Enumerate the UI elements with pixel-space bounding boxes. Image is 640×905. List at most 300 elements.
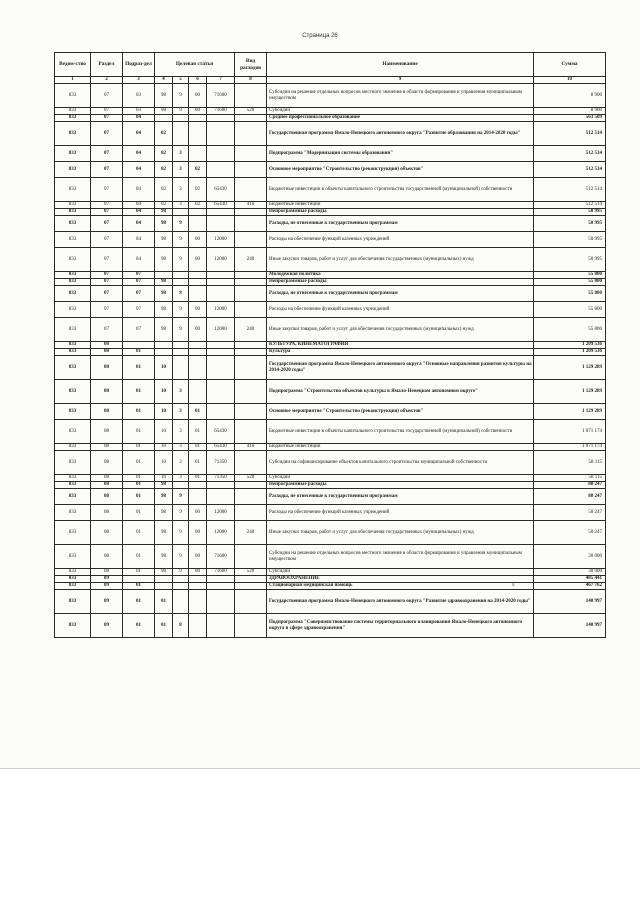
header-razdel: Раздел: [91, 53, 123, 77]
cell-name: Расходы, не отнесенные к государственным программам: [267, 286, 534, 302]
cell-expense-type: [235, 286, 267, 302]
cell-ved: 833: [55, 444, 91, 451]
cell-expense-type: 520: [235, 108, 267, 115]
cell-podrazdel: 01: [123, 404, 155, 420]
cell-razdel: 07: [91, 272, 123, 279]
table-row: [55, 146, 606, 162]
table-row: [55, 380, 606, 404]
cell-sum: 1 129 289: [534, 356, 606, 380]
cell-podrazdel: 01: [123, 521, 155, 545]
cell-cs-subprogram: 3: [173, 475, 189, 482]
cell-name: КУЛЬТУРА, КИНЕМАТОГРАФИЯ: [267, 342, 534, 349]
cell-ved: 833: [55, 576, 91, 583]
cell-cs-event: [189, 482, 207, 489]
cell-podrazdel: 04: [123, 162, 155, 178]
cell-ved: 833: [55, 84, 91, 108]
cell-name: Непрограммные расходы: [267, 482, 534, 489]
cell-podrazdel: 07: [123, 318, 155, 342]
cell-razdel: 07: [91, 286, 123, 302]
cell-cs-event: 01: [189, 404, 207, 420]
cell-sum: 1 071 174: [534, 444, 606, 451]
cell-cs-program: 02: [155, 146, 173, 162]
cell-sum: 1 129 289: [534, 404, 606, 420]
col-num: 1: [55, 77, 91, 84]
cell-cs-direction: 71600: [207, 545, 235, 569]
cell-cs-event: 00: [189, 521, 207, 545]
cell-cs-program: 98: [155, 569, 173, 576]
cell-cs-subprogram: 9: [173, 489, 189, 505]
cell-sum: 512 514: [534, 122, 606, 146]
cell-ved: 833: [55, 451, 91, 475]
cell-name: Бюджетные инвестиции в объекты капитального строительства государственной (муниципальной) собственности: [267, 178, 534, 202]
cell-cs-program: 02: [155, 178, 173, 202]
cell-podrazdel: 01: [123, 444, 155, 451]
cell-cs-event: 00: [189, 232, 207, 248]
table-row: [55, 349, 606, 356]
col-num: 3: [123, 77, 155, 84]
cell-expense-type: [235, 232, 267, 248]
cell-podrazdel: 04: [123, 216, 155, 232]
cell-name: Среднее профессиональное образование: [267, 115, 534, 122]
table-row: [55, 482, 606, 489]
cell-cs-direction: 12000: [207, 318, 235, 342]
cell-cs-subprogram: 3: [173, 202, 189, 209]
cell-ved: 833: [55, 232, 91, 248]
cell-cs-subprogram: 3: [173, 420, 189, 444]
cell-name: Культура: [267, 349, 534, 356]
cell-name: Бюджетные инвестиции: [267, 202, 534, 209]
col-num: 6: [189, 77, 207, 84]
cell-name: Субсидии: [267, 569, 534, 576]
cell-expense-type: 240: [235, 318, 267, 342]
cell-name: Молодежная политика: [267, 272, 534, 279]
cell-sum: 30 000: [534, 545, 606, 569]
cell-cs-direction: [207, 342, 235, 349]
cell-cs-subprogram: 9: [173, 505, 189, 521]
cell-name: Стационарная медицинская помощь: [267, 583, 534, 590]
cell-razdel: 07: [91, 122, 123, 146]
cell-expense-type: [235, 272, 267, 279]
cell-ved: 833: [55, 420, 91, 444]
cell-cs-direction: 65430: [207, 420, 235, 444]
cell-sum: 55 800: [534, 279, 606, 286]
cell-cs-event: [189, 489, 207, 505]
cell-cs-program: [155, 342, 173, 349]
table-row: [55, 420, 606, 444]
cell-name: Расходы, не отнесенные к государственным программам: [267, 216, 534, 232]
cell-cs-direction: [207, 216, 235, 232]
cell-name: Субсидии: [267, 108, 534, 115]
cell-razdel: 07: [91, 115, 123, 122]
cell-name: Расходы на обеспечение функций казенных учреждений: [267, 232, 534, 248]
cell-name: Субсидии на софинансирование объектов капитального строительства муниципальной собственности: [267, 451, 534, 475]
cell-podrazdel: 03: [123, 108, 155, 115]
cell-cs-subprogram: [173, 209, 189, 216]
table-row: [55, 451, 606, 475]
cell-razdel: 08: [91, 521, 123, 545]
cell-ved: 833: [55, 475, 91, 482]
cell-podrazdel: 01: [123, 489, 155, 505]
table-row: [55, 202, 606, 209]
cell-cs-program: 01: [155, 614, 173, 638]
cell-cs-direction: [207, 286, 235, 302]
header-sum: Сумма: [534, 53, 606, 77]
cell-sum: 1 209 536: [534, 349, 606, 356]
cell-cs-subprogram: 9: [173, 302, 189, 318]
cell-razdel: 08: [91, 482, 123, 489]
cell-razdel: 07: [91, 216, 123, 232]
cell-cs-program: [155, 272, 173, 279]
cell-cs-event: [189, 272, 207, 279]
cell-cs-event: 00: [189, 545, 207, 569]
cell-expense-type: [235, 356, 267, 380]
cell-podrazdel: 04: [123, 248, 155, 272]
cell-cs-direction: [207, 349, 235, 356]
table-row: [55, 286, 606, 302]
cell-cs-direction: [207, 404, 235, 420]
cell-cs-direction: 71350: [207, 451, 235, 475]
cell-name: Иные закупки товаров, работ и услуг для обеспечения государственных (муниципальных) нужд: [267, 318, 534, 342]
cell-cs-direction: 65430: [207, 178, 235, 202]
cell-cs-event: 00: [189, 318, 207, 342]
cell-cs-program: 98: [155, 216, 173, 232]
cell-razdel: 07: [91, 232, 123, 248]
header-ved: Ведом-ство: [55, 53, 91, 77]
cell-cs-event: [189, 122, 207, 146]
cell-sum: 512 514: [534, 146, 606, 162]
cell-expense-type: [235, 115, 267, 122]
col-num: 9: [267, 77, 534, 84]
cell-cs-direction: 71600: [207, 569, 235, 576]
cell-sum: 80 247: [534, 482, 606, 489]
cell-cs-direction: 71350: [207, 475, 235, 482]
cell-razdel: 08: [91, 489, 123, 505]
cell-cs-program: 02: [155, 122, 173, 146]
cell-ved: 833: [55, 115, 91, 122]
cell-cs-event: [189, 349, 207, 356]
cell-cs-event: [189, 342, 207, 349]
cell-cs-direction: [207, 482, 235, 489]
table-row: [55, 489, 606, 505]
cell-expense-type: [235, 590, 267, 614]
cell-name: Расходы, не отнесенные к государственным программам: [267, 489, 534, 505]
cell-podrazdel: 01: [123, 590, 155, 614]
cell-name: Основное мероприятие "Строительство (реконструкция) объектов": [267, 162, 534, 178]
cell-cs-subprogram: 8: [173, 614, 189, 638]
cell-razdel: 09: [91, 590, 123, 614]
cell-podrazdel: 07: [123, 302, 155, 318]
table-row: [55, 162, 606, 178]
cell-razdel: 07: [91, 146, 123, 162]
cell-expense-type: [235, 545, 267, 569]
cell-name: Иные закупки товаров, работ и услуг для обеспечения государственных (муниципальных) нужд: [267, 521, 534, 545]
cell-cs-subprogram: 3: [173, 404, 189, 420]
cell-cs-event: 02: [189, 178, 207, 202]
cell-sum: 58 115: [534, 451, 606, 475]
cell-podrazdel: 01: [123, 569, 155, 576]
cell-cs-event: [189, 614, 207, 638]
table-row: [55, 614, 606, 638]
cell-name: Подпрограмма "Совершенствование системы территориального планирования Ямало-Ненецкого автономного округа в сфере здравоохранения": [267, 614, 534, 638]
cell-podrazdel: 01: [123, 482, 155, 489]
cell-cs-event: [189, 209, 207, 216]
cell-podrazdel: 01: [123, 475, 155, 482]
cell-cs-subprogram: 9: [173, 569, 189, 576]
cell-expense-type: [235, 489, 267, 505]
cell-ved: 833: [55, 279, 91, 286]
cell-sum: 55 800: [534, 272, 606, 279]
cell-cs-subprogram: [173, 272, 189, 279]
table-row: [55, 545, 606, 569]
cell-razdel: 07: [91, 318, 123, 342]
cell-podrazdel: 01: [123, 505, 155, 521]
cell-expense-type: [235, 420, 267, 444]
cell-ved: 833: [55, 342, 91, 349]
cell-razdel: 08: [91, 404, 123, 420]
cell-cs-event: 00: [189, 569, 207, 576]
stray-mark: ч: [512, 583, 515, 588]
cell-cs-direction: [207, 576, 235, 583]
cell-cs-subprogram: [173, 576, 189, 583]
cell-cs-subprogram: 9: [173, 248, 189, 272]
table-row: [55, 232, 606, 248]
cell-cs-program: 98: [155, 209, 173, 216]
cell-expense-type: 240: [235, 248, 267, 272]
cell-cs-program: 98: [155, 505, 173, 521]
cell-sum: 50 995: [534, 216, 606, 232]
cell-cs-subprogram: 3: [173, 178, 189, 202]
cell-podrazdel: 04: [123, 178, 155, 202]
cell-cs-event: [189, 576, 207, 583]
cell-cs-direction: 71600: [207, 108, 235, 115]
table-row: [55, 505, 606, 521]
cell-cs-event: 00: [189, 248, 207, 272]
cell-podrazdel: 01: [123, 451, 155, 475]
cell-cs-program: 01: [155, 590, 173, 614]
table-row: [55, 583, 606, 590]
cell-razdel: 07: [91, 209, 123, 216]
cell-ved: 833: [55, 286, 91, 302]
cell-sum: 50 247: [534, 505, 606, 521]
cell-name: Расходы на обеспечение функций казенных учреждений: [267, 302, 534, 318]
cell-cs-subprogram: [173, 115, 189, 122]
cell-cs-direction: 12000: [207, 302, 235, 318]
header-expense-type: Вид расходов: [235, 53, 267, 77]
cell-ved: 833: [55, 614, 91, 638]
cell-name: Подпрограмма "Модернизация системы образования": [267, 146, 534, 162]
table-row: [55, 108, 606, 115]
cell-ved: 833: [55, 318, 91, 342]
cell-cs-subprogram: 9: [173, 216, 189, 232]
cell-sum: 512 514: [534, 202, 606, 209]
cell-podrazdel: 01: [123, 356, 155, 380]
cell-ved: 833: [55, 521, 91, 545]
cell-expense-type: [235, 482, 267, 489]
cell-ved: 833: [55, 162, 91, 178]
cell-ved: 833: [55, 590, 91, 614]
cell-name: Государственная программа Ямало-Ненецкого автономного округа "Развитие образования на 2014-2020 годы": [267, 122, 534, 146]
cell-cs-direction: 71600: [207, 84, 235, 108]
table-row: [55, 248, 606, 272]
cell-cs-program: 98: [155, 482, 173, 489]
cell-ved: 833: [55, 404, 91, 420]
cell-cs-subprogram: [173, 349, 189, 356]
cell-podrazdel: 01: [123, 583, 155, 590]
cell-ved: 833: [55, 380, 91, 404]
cell-razdel: 09: [91, 576, 123, 583]
cell-name: Субсидии: [267, 475, 534, 482]
table-row: [55, 444, 606, 451]
cell-expense-type: [235, 404, 267, 420]
cell-cs-direction: [207, 489, 235, 505]
table-row: [55, 342, 606, 349]
cell-sum: 467 762: [534, 583, 606, 590]
cell-cs-subprogram: 9: [173, 521, 189, 545]
cell-name: Непрограммные расходы: [267, 279, 534, 286]
cell-expense-type: [235, 576, 267, 583]
cell-cs-program: 98: [155, 279, 173, 286]
cell-cs-program: [155, 583, 173, 590]
cell-cs-direction: 12000: [207, 521, 235, 545]
cell-cs-event: [189, 115, 207, 122]
table-row: [55, 475, 606, 482]
cell-razdel: 07: [91, 178, 123, 202]
cell-cs-direction: [207, 162, 235, 178]
table-row: [55, 209, 606, 216]
cell-cs-program: 10: [155, 451, 173, 475]
cell-sum: 512 514: [534, 178, 606, 202]
cell-cs-event: 01: [189, 451, 207, 475]
cell-podrazdel: 07: [123, 286, 155, 302]
cell-razdel: 09: [91, 583, 123, 590]
cell-expense-type: [235, 614, 267, 638]
cell-cs-program: 10: [155, 356, 173, 380]
cell-razdel: 08: [91, 505, 123, 521]
cell-cs-event: 00: [189, 505, 207, 521]
cell-ved: 833: [55, 482, 91, 489]
cell-podrazdel: 07: [123, 272, 155, 279]
cell-razdel: 08: [91, 444, 123, 451]
cell-razdel: 08: [91, 342, 123, 349]
cell-cs-subprogram: [173, 482, 189, 489]
cell-name: Иные закупки товаров, работ и услуг для обеспечения государственных (муниципальных) нужд: [267, 248, 534, 272]
cell-cs-subprogram: 9: [173, 286, 189, 302]
cell-expense-type: [235, 122, 267, 146]
col-num: 2: [91, 77, 123, 84]
col-num: 8: [235, 77, 267, 84]
cell-podrazdel: 07: [123, 279, 155, 286]
table-row: [55, 404, 606, 420]
cell-expense-type: [235, 279, 267, 286]
cell-name: Подпрограмма "Строительство объектов культуры в Ямало-Ненецком автономном округе": [267, 380, 534, 404]
cell-cs-subprogram: [173, 122, 189, 146]
cell-cs-subprogram: 9: [173, 84, 189, 108]
cell-expense-type: [235, 216, 267, 232]
header-podrazdel: Подраз-дел: [123, 53, 155, 77]
cell-name: Бюджетные инвестиции в объекты капитального строительства государственной (муниципальной) собственности: [267, 420, 534, 444]
cell-ved: 833: [55, 569, 91, 576]
cell-cs-program: 02: [155, 202, 173, 209]
table-body: [55, 84, 606, 638]
cell-cs-subprogram: [173, 356, 189, 380]
cell-name: Субсидии на решение отдельных вопросов местного значения в области формирования и управления муниципальным имуществом: [267, 84, 534, 108]
cell-razdel: 07: [91, 302, 123, 318]
cell-cs-subprogram: 9: [173, 545, 189, 569]
cell-cs-event: [189, 583, 207, 590]
cell-expense-type: [235, 178, 267, 202]
cell-cs-event: 00: [189, 108, 207, 115]
cell-razdel: 08: [91, 475, 123, 482]
cell-expense-type: [235, 302, 267, 318]
cell-expense-type: 410: [235, 444, 267, 451]
table-row: [55, 521, 606, 545]
cell-cs-program: [155, 349, 173, 356]
cell-ved: 833: [55, 178, 91, 202]
cell-expense-type: [235, 349, 267, 356]
cell-cs-direction: [207, 590, 235, 614]
cell-ved: 833: [55, 202, 91, 209]
cell-ved: 833: [55, 302, 91, 318]
col-num: 5: [173, 77, 189, 84]
table-row: [55, 302, 606, 318]
header-name: Наименование: [267, 53, 534, 77]
cell-cs-program: 10: [155, 444, 173, 451]
cell-cs-subprogram: [173, 590, 189, 614]
cell-expense-type: [235, 451, 267, 475]
cell-cs-program: 98: [155, 545, 173, 569]
cell-cs-direction: [207, 122, 235, 146]
cell-name: Основное мероприятие "Строительство (реконструкция) объектов": [267, 404, 534, 420]
cell-sum: 50 995: [534, 232, 606, 248]
cell-cs-program: 98: [155, 286, 173, 302]
cell-cs-program: 10: [155, 380, 173, 404]
cell-cs-direction: [207, 272, 235, 279]
cell-podrazdel: 01: [123, 614, 155, 638]
col-num: 4: [155, 77, 173, 84]
cell-sum: 50 247: [534, 521, 606, 545]
cell-ved: 833: [55, 349, 91, 356]
cell-cs-event: [189, 380, 207, 404]
cell-cs-event: [189, 590, 207, 614]
cell-expense-type: 520: [235, 569, 267, 576]
cell-cs-event: 02: [189, 202, 207, 209]
cell-name: ЗДРАВООХРАНЕНИЕ: [267, 576, 534, 583]
page-number: Страница 26: [302, 33, 338, 39]
cell-podrazdel: 04: [123, 146, 155, 162]
cell-ved: 833: [55, 209, 91, 216]
cell-sum: 8 900: [534, 108, 606, 115]
cell-cs-subprogram: [173, 583, 189, 590]
cell-podrazdel: [123, 576, 155, 583]
cell-cs-event: 01: [189, 444, 207, 451]
cell-cs-program: [155, 576, 173, 583]
cell-cs-direction: [207, 209, 235, 216]
cell-cs-event: 00: [189, 302, 207, 318]
cell-razdel: 07: [91, 248, 123, 272]
cell-cs-event: 02: [189, 162, 207, 178]
table-row: [55, 178, 606, 202]
cell-cs-program: 98: [155, 489, 173, 505]
cell-ved: 833: [55, 272, 91, 279]
cell-sum: 140 997: [534, 614, 606, 638]
cell-ved: 833: [55, 108, 91, 115]
cell-cs-subprogram: [173, 279, 189, 286]
cell-expense-type: [235, 583, 267, 590]
cell-razdel: 08: [91, 545, 123, 569]
column-number-row: [55, 77, 606, 84]
cell-sum: 1 209 536: [534, 342, 606, 349]
cell-razdel: 08: [91, 356, 123, 380]
